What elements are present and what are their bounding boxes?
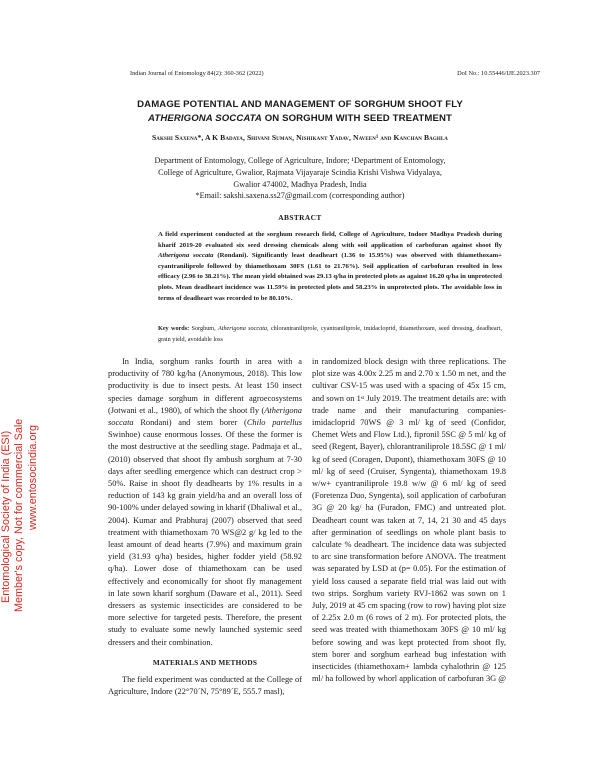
keywords-pre: Sorghum, [189, 325, 218, 332]
methods-paragraph-continued: in randomized block design with three replications. The plot size was 4.00x 2.25 m and 2.70 x 1.50 m net, and the cultivar CSV-15 was used with a spacing of 45x 15 cm, and sown on 1ˢᵗ July 2019. The treatment details are: with trade name and their manufacturing companies- imidacloprid 70WS @ 3 ml/ kg of seed (Confidor, Chemet Wets and Flow Ltd.), fipronil 5SC @ 5 ml/ kg of seed (Regent, Bayer), chlorantraniliprole 18.5SC @ 1 ml/ kg of seed (Coragen, Dupont), thiamethoxam 30FS @ 10 ml/ kg of seed (Cruiser, Syngenta), thiamethoxam 19.8 w/w+ cyantraniliprole 19.8 w/w @ 6 ml/ kg of seed (Foretenza Duo, Syngenta), soil application of carbofuran 3G @ 20 kg/ ha (Furadon, FMC) and untreated plot. Deadheart count was taken at 7, 14, 21 30 and 45 days after germination of seedlings on whole plant basis to calculate % deadheart. The incidence data was subjected to arc sine transformation before ANOVA. The treatment was separated by LSD at (p= 0.05). For the estimation of yield loss caused a separate field trial was laid out with two strips. Sorghum variety RVJ-1862 was sown on 1 July, 2019 at 45 cm spacing (row to row) having plot size of 2.25x 2.0 m (6 rows of 2 m). For protected plots, the seed was treated with thiamethoxam 30FS @ 10 ml/ kg before sowing and was kept protected from shoot fly, stem borer and sorghum earhead bug infestation with insecticides (thiamethoxam+ lambda cyhalothrin @ 125 ml/ ha followed by whorl application of carbofuran 3G @ [312, 357, 507, 684]
keywords-species: Atherigona soccata [217, 325, 268, 332]
intro-species-2: Chilo partellus [246, 418, 302, 428]
author-list: Sakshi Saxena*, A K Badaya, Shivani Suman, Nishikant Yadav, Naveen¹ and Kanchan Baghla [151, 133, 449, 142]
title-line-1: DAMAGE POTENTIAL AND MANAGEMENT OF SORGHUM SHOOT FLY [137, 99, 463, 110]
doi-number: DoI No.: 10.55446/IJE.2023.307 [457, 70, 540, 77]
abstract-part-1: A field experiment conducted at the sorghum research field, College of Agriculture, Indore Madhya Pradesh during kharif 2019-20 evaluated six seed dressing chemicals along with soil application of carbofuran against shoot fly [158, 231, 502, 249]
methods-paragraph-start: The field experiment was conducted at the College of Agriculture, Indore (22°70´N, 75°89´E, 555.7 masl), [108, 675, 302, 697]
affiliation [108, 155, 492, 202]
abstract-part-2: (Rondani). Significantly least deadheart (1.36 to 15.95%) was observed with thiamethoxam+ cyantraniliprole followed by thiamethoxam 30FS (1.61 to 21.76%). Soil application of carbofuran resulted in less efficacy (2.96 to 38.21%). The mean yield obtained was 29.13 q/ha in protected plots as against 16.20 q/ha in unprotected plots. Mean deadheart incidence was 11.59% in protected plots and 58.23% in unprotected plots. The avoidable loss in terms of deadheart was recorded to be 80.10%. [158, 252, 502, 302]
intro-text-b: Rondani) and stem borer ( [133, 418, 247, 428]
materials-methods-heading: MATERIALS AND METHODS [152, 657, 258, 667]
journal-reference: Indian Journal of Entomology 84(2): 360-362 (2022) [130, 70, 264, 77]
side-watermark [0, 285, 50, 612]
watermark-line-2: Member's copy, Not for commercial Sale [13, 418, 25, 612]
intro-text-a: In India, sorghum ranks fourth in area with a productivity of 780 kg/ha (Anonymous, 2018). This low productivity is due to insect pests. At least 150 insect species damage sorghum in different agroecosystems (Jotwani et al., 1980), of which the shoot fly ( [108, 357, 302, 415]
intro-paragraph [108, 356, 302, 649]
title-line-2 [108, 112, 492, 126]
watermark-line-1: Entomological Society of India (ESI) [0, 430, 12, 603]
body-right-column [312, 356, 506, 685]
abstract-species: Atherigona soccata [158, 252, 214, 260]
journal-logo-icon [118, 55, 126, 75]
intro-species-1: Atherigona soccata [108, 405, 302, 428]
keywords [158, 323, 502, 345]
paper-title [108, 98, 492, 126]
watermark-line-3: www.entosocindia.org [27, 424, 39, 530]
affiliation-line-3: Gwalior 474002, Madhya Pradesh, India [233, 179, 367, 189]
title-species: ATHERIGONA SOCCATA [148, 113, 262, 124]
keywords-label: Key words: [158, 325, 190, 332]
intro-text-c: Swinhoe) cause enormous losses. Of these the former is the most destructive at the seedling stage. Padmaja et al., (2010) observed that shoot fly ambush sorghum at 7-30 days after seedling emergence which can destruct crop > 50%. Raise in shoot fly deadhearts by 1% results in a reduction of 143 kg grain yield/ha and an overall loss of 90-100% under delayed sowing in kharif (Dhaliwal et al., 2004). Kumar and Prabhuraj (2007) observed that seed treatment with thiamethoxam 70 WS@2 g/ kg led to the least amount of dead hearts (7.9%) and maximum grain yield (31.93 q/ha) besides, higher fodder yield (58.92 q/ha). Lower dose of thiamethoxam can be used effectively and economically for shoot fly management in late sown kharif sorghum (Daware et al., 2011). Seed dressers as systemic insecticides are considered to be more selective for targeted pests. Therefore, the present study to evaluate some newly launched systemic seed dressers and their combination. [108, 430, 302, 647]
abstract-text [158, 230, 502, 304]
title-line-2-rest: ON SORGHUM WITH SEED TREATMENT [261, 113, 452, 124]
keywords-post: , chlorantraniliprole, cyantraniliprole, imidacloprid, thiamethoxam, seed dressing, deadheart, grain yield, avoidable loss [158, 325, 502, 343]
affiliation-line-1: Department of Entomology, College of Agriculture, Indore; ¹Department of Entomology, [154, 156, 446, 165]
affiliation-line-2: College of Agriculture, Gwalior, Rajmata Vijayaraje Scindia Krishi Vishwa Vidyalaya, [158, 167, 442, 177]
abstract-heading: ABSTRACT [278, 213, 322, 222]
corresponding-email: *Email: sakshi.saxena.ss27@gmail.com (corresponding author) [195, 191, 405, 201]
body-left-column [108, 356, 302, 698]
